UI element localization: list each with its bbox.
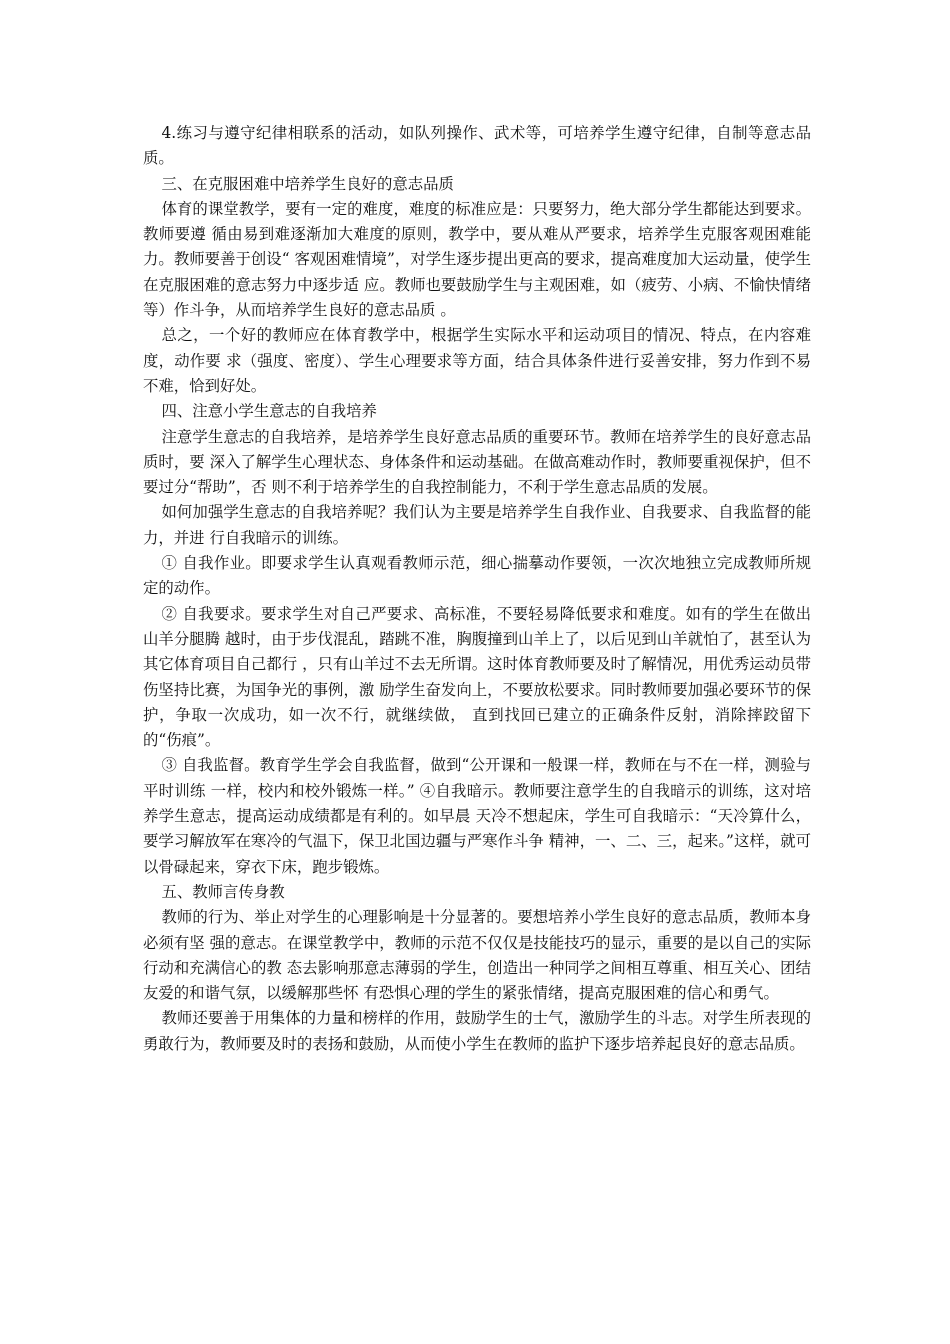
paragraph: 体育的课堂教学，要有一定的难度，难度的标准应是：只要努力，绝大部分学生都能达到要求。教师要遵 循由易到难逐渐加大难度的原则，教学中，要从难从严要求，培养学生克服客观困难能力。教师要善于创设“ 客观困难情境”，对学生逐步提出更高的要求，提高难度加大运动量，使学生在克服困难的意志努力中逐步适 应。教师也要鼓励学生与主观困难，如（疲劳、小病、不愉快情绪等）作斗争，从而培养学生良好的意志品质 。 [143,199,811,320]
paragraph: ③ 自我监督。教育学生学会自我监督，做到“公开课和一般课一样，教师在与不在一样，测验与平时训练 一样，校内和校外锻炼一样。” ④自我暗示。教师要注意学生的自我暗示的训练，这对培养学生意志，提高运动成绩都是有利的。如早晨 天冷不想起床，学生可自我暗示：“天冷算什么，要学习解放军在寒冷的气温下，保卫北国边疆与严寒作斗争 精神，一、二、三，起来。”这样，就可以骨碌起来，穿衣下床，跑步锻炼。 [143,756,811,876]
paragraph: 如何加强学生意志的自我培养呢？我们认为主要是培养学生自我作业、自我要求、自我监督的能力，并进 行自我暗示的训练。 [143,503,811,547]
document-body [143,121,811,1057]
paragraph: ① 自我作业。即要求学生认真观看教师示范，细心揣摹动作要领，一次次地独立完成教师所规定的动作。 [143,554,811,598]
section-heading: 四、注意小学生意志的自我培养 [161,402,377,421]
section-heading: 三、在克服困难中培养学生良好的意志品质 [161,174,454,193]
paragraph: 注意学生意志的自我培养，是培养学生良好意志品质的重要环节。教师在培养学生的良好意志品质时，要 深入了解学生心理状态、身体条件和运动基础。在做高难动作时，教师要重视保护，但不要过分“帮助”，否 则不利于培养学生的自我控制能力，不利于学生意志品质的发展。 [143,427,811,497]
paragraph: 教师的行为、举止对学生的心理影响是十分显著的。要想培养小学生良好的意志品质，教师本身必须有坚 强的意志。在课堂教学中，教师的示范不仅仅是技能技巧的显示，重要的是以自己的实际行动和充满信心的教 态去影响那意志薄弱的学生，创造出一种同学之间相互尊重、相互关心、团结友爱的和谐气氛，以缓解那些怀 有恐惧心理的学生的紧张情绪，提高克服困难的信心和勇气。 [143,908,811,1003]
section-heading: 五、教师言传身教 [161,882,285,901]
paragraph: 教师还要善于用集体的力量和榜样的作用，鼓励学生的士气，激励学生的斗志。对学生所表现的勇敢行为，教师要及时的表扬和鼓励，从而使小学生在教师的监护下逐步培养起良好的意志品质。 [143,1009,811,1053]
paragraph: 4.练习与遵守纪律相联系的活动，如队列操作、武术等，可培养学生遵守纪律，自制等意志品质。 [143,124,811,168]
paragraph: ② 自我要求。要求学生对自己严要求、高标准，不要轻易降低要求和难度。如有的学生在做出山羊分腿腾 越时，由于步伐混乱，踏跳不准，胸腹撞到山羊上了，以后见到山羊就怕了，甚至认为其它体育项目自己都行 ，只有山羊过不去无所谓。这时体育教师要及时了解情况，用优秀运动员带伤坚持比赛，为国争光的事例，激 励学生奋发向上，不要放松要求。同时教师要加强必要环节的保护，争取一次成功，如一次不行，就继续做， 直到找回已建立的正确条件反射，消除摔跤留下的“伤痕”。 [143,604,811,750]
paragraph: 总之，一个好的教师应在体育教学中，根据学生实际水平和运动项目的情况、特点，在内容难度，动作要 求（强度、密度）、学生心理要求等方面，结合具体条件进行妥善安排，努力作到不易不难，恰到好处。 [143,326,811,395]
